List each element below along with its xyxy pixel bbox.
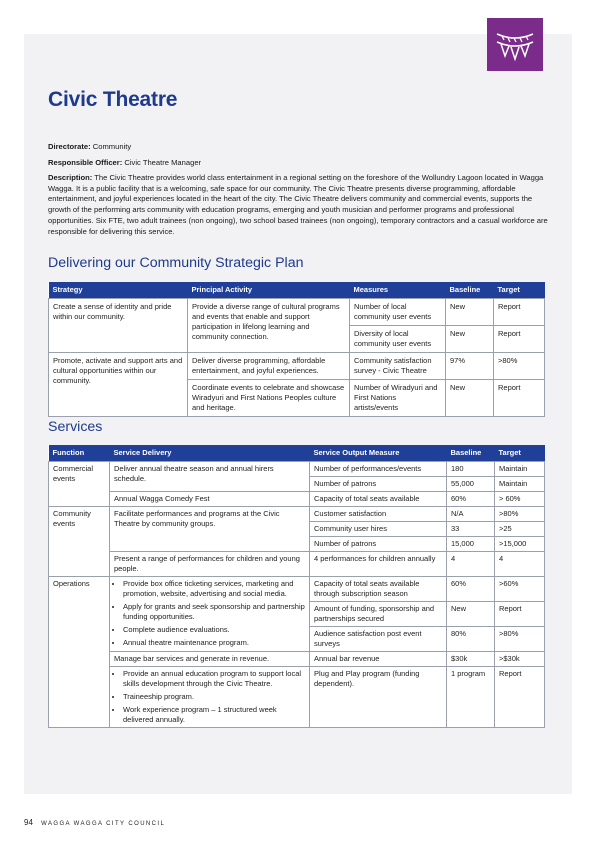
target-cell: >15,000	[495, 537, 545, 552]
table-row	[49, 577, 545, 602]
baseline-cell: 60%	[447, 577, 495, 602]
target-cell: 4	[495, 552, 545, 577]
list-item: • Complete audience evaluations.	[123, 625, 305, 635]
plan-table	[48, 282, 545, 417]
target-cell: Report	[495, 667, 545, 728]
page-number: 94	[24, 818, 33, 827]
table-row	[49, 492, 545, 507]
page-title: Civic Theatre	[48, 88, 178, 111]
target-cell: Maintain	[495, 462, 545, 477]
target-cell: Report	[494, 326, 545, 353]
officer-value: Civic Theatre Manager	[124, 158, 202, 167]
bunting-icon	[495, 28, 535, 62]
measure-cell: Number of Wiradyuri and First Nations artists/events	[350, 380, 446, 417]
function-cell: Community events	[49, 507, 110, 577]
delivery-cell: Present a range of performances for children and young people.	[110, 552, 310, 577]
list-item: • Apply for grants and seek sponsorship and partnership funding opportunities.	[123, 602, 305, 622]
table-row	[49, 667, 545, 728]
list-item: • Provide box office ticketing services, marketing and promotion, website, advertising and social media.	[123, 579, 305, 599]
baseline-cell: 180	[447, 462, 495, 477]
services-heading: Services	[48, 419, 103, 435]
table-row	[49, 507, 545, 522]
plan-col-header: Baseline	[446, 282, 494, 299]
baseline-cell: 15,000	[447, 537, 495, 552]
target-cell: Report	[494, 380, 545, 417]
output-cell: Audience satisfaction post event surveys	[310, 627, 447, 652]
function-cell: Commercial events	[49, 462, 110, 507]
output-cell: 4 performances for children annually	[310, 552, 447, 577]
target-cell: >60%	[495, 577, 545, 602]
target-cell: >80%	[495, 507, 545, 522]
output-cell: Number of patrons	[310, 477, 447, 492]
baseline-cell: New	[446, 326, 494, 353]
measure-cell: Number of local community user events	[350, 299, 446, 326]
measure-cell: Diversity of local community user events	[350, 326, 446, 353]
measure-cell: Community satisfaction survey - Civic Theatre	[350, 353, 446, 380]
function-cell: Operations	[49, 577, 110, 728]
target-cell: Report	[494, 299, 545, 326]
output-cell: Customer satisfaction	[310, 507, 447, 522]
services-col-header: Function	[49, 445, 110, 462]
output-cell: Capacity of total seats available through subscription season	[310, 577, 447, 602]
services-col-header: Service Delivery	[110, 445, 310, 462]
list-item: • Annual theatre maintenance program.	[123, 638, 305, 648]
baseline-cell: New	[446, 299, 494, 326]
baseline-cell: 33	[447, 522, 495, 537]
section-badge	[487, 18, 543, 71]
target-cell: >80%	[495, 627, 545, 652]
strategy-cell: Promote, activate and support arts and cultural opportunities within our community.	[49, 353, 188, 417]
baseline-cell: 60%	[447, 492, 495, 507]
output-cell: Capacity of total seats available	[310, 492, 447, 507]
directorate-line	[48, 141, 548, 152]
description-label: Description:	[48, 173, 93, 182]
delivery-cell: Deliver annual theatre season and annual hirers schedule.	[110, 462, 310, 492]
output-cell: Annual bar revenue	[310, 652, 447, 667]
list-item: • Work experience program – 1 structured week delivered annually.	[123, 705, 305, 725]
baseline-cell: New	[446, 380, 494, 417]
delivery-list	[114, 579, 305, 648]
baseline-cell: 55,000	[447, 477, 495, 492]
description-paragraph	[48, 173, 548, 237]
baseline-cell: 80%	[447, 627, 495, 652]
officer-line	[48, 157, 548, 168]
table-row	[49, 652, 545, 667]
table-row	[49, 462, 545, 477]
output-cell: Amount of funding, sponsorship and partnerships secured	[310, 602, 447, 627]
target-cell: >80%	[494, 353, 545, 380]
plan-col-header: Strategy	[49, 282, 188, 299]
footer-org: WAGGA WAGGA CITY COUNCIL	[41, 821, 166, 827]
plan-col-header: Measures	[350, 282, 446, 299]
target-cell: > 60%	[495, 492, 545, 507]
list-item: • Provide an annual education program to support local skills development through the Civic Theatre.	[123, 669, 305, 689]
officer-label: Responsible Officer:	[48, 158, 123, 167]
table-row	[49, 299, 545, 326]
output-cell: Plug and Play program (funding dependent).	[310, 667, 447, 728]
services-col-header: Baseline	[447, 445, 495, 462]
services-header-row	[49, 445, 545, 462]
activity-cell: Provide a diverse range of cultural programs and events that enable and support participation in lifelong learning and community connection.	[188, 299, 350, 353]
output-cell: Number of performances/events	[310, 462, 447, 477]
page-footer	[24, 818, 165, 827]
table-row	[49, 552, 545, 577]
target-cell: >25	[495, 522, 545, 537]
output-cell: Number of patrons	[310, 537, 447, 552]
baseline-cell: N/A	[447, 507, 495, 522]
plan-col-header: Principal Activity	[188, 282, 350, 299]
target-cell: >$30k	[495, 652, 545, 667]
directorate-value: Community	[92, 142, 132, 151]
target-cell: Report	[495, 602, 545, 627]
delivery-list	[114, 669, 305, 725]
plan-col-header: Target	[494, 282, 545, 299]
delivery-cell	[110, 577, 310, 652]
services-col-header: Target	[495, 445, 545, 462]
activity-cell: Deliver diverse programming, affordable entertainment, and joyful experiences.	[188, 353, 350, 380]
delivery-cell: Annual Wagga Comedy Fest	[110, 492, 310, 507]
delivery-cell: Manage bar services and generate in revenue.	[110, 652, 310, 667]
output-cell: Community user hires	[310, 522, 447, 537]
services-table	[48, 445, 545, 728]
table-row	[49, 353, 545, 380]
target-cell: Maintain	[495, 477, 545, 492]
activity-cell: Coordinate events to celebrate and showcase Wiradyuri and First Nations Peoples culture and heritage.	[188, 380, 350, 417]
plan-heading: Delivering our Community Strategic Plan	[48, 255, 304, 271]
services-col-header: Service Output Measure	[310, 445, 447, 462]
baseline-cell: 1 program	[447, 667, 495, 728]
baseline-cell: New	[447, 602, 495, 627]
plan-header-row	[49, 282, 545, 299]
baseline-cell: 4	[447, 552, 495, 577]
delivery-cell	[110, 667, 310, 728]
baseline-cell: 97%	[446, 353, 494, 380]
description-text: The Civic Theatre provides world class entertainment in a regional setting on the foreshore of the Wollundry Lagoon located in Wagga Wagga. It is a public facility that is a welcoming, safe space for our community. The Civic Theatre presents diverse programming, affordable entertainment, and joyful experiences located in the heart of the city. The Civic Theatre delivers community and commercial events, supports the growth of the performing arts community with education programs, emerging and youth musician and performer programs and professional opportunities. Six FTE, two adult trainees (non ongoing), two school based trainees (non ongoing), temporary contractors and a casual workforce are responsible for delivering this service.	[48, 173, 548, 236]
list-item: • Traineeship program.	[123, 692, 305, 702]
delivery-cell: Facilitate performances and programs at the Civic Theatre by community groups.	[110, 507, 310, 552]
directorate-label: Directorate:	[48, 142, 91, 151]
strategy-cell: Create a sense of identity and pride within our community.	[49, 299, 188, 353]
baseline-cell: $30k	[447, 652, 495, 667]
